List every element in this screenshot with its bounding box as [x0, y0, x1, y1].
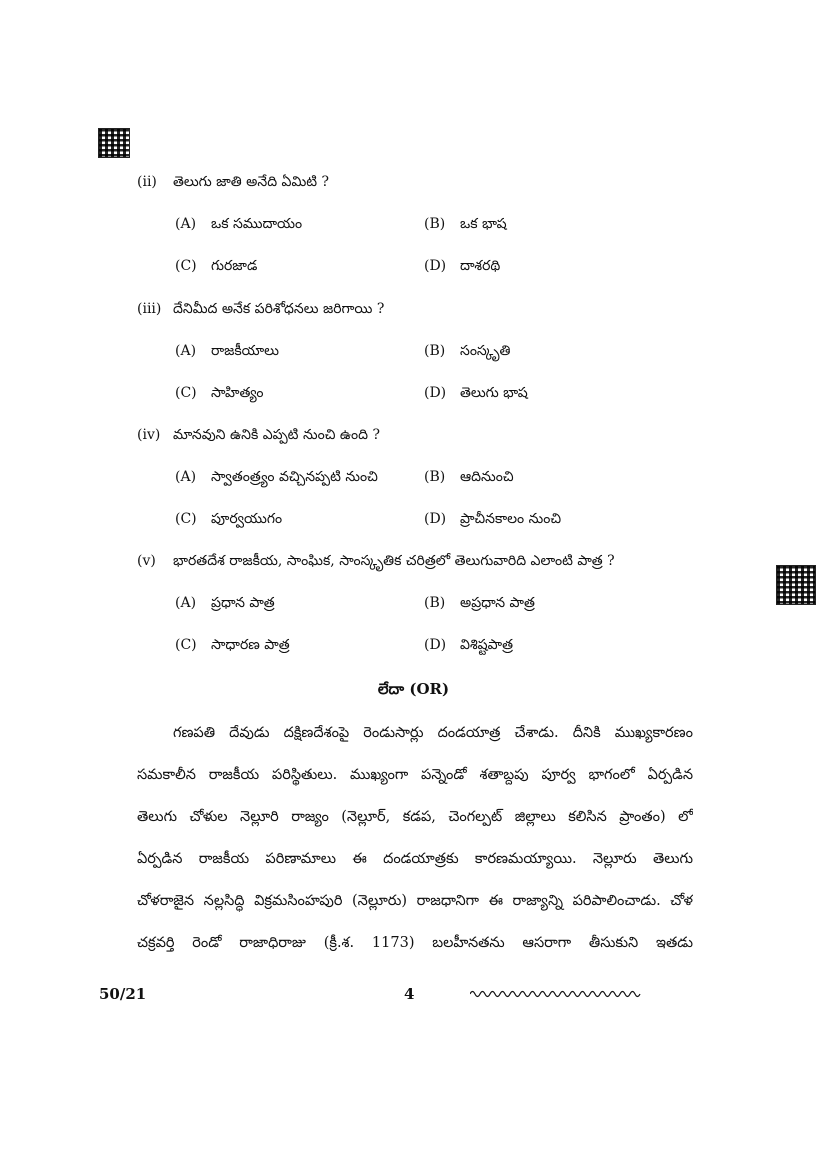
option-a — [175, 594, 275, 612]
option-letter: (C) — [175, 258, 197, 274]
question-v — [137, 552, 615, 570]
option-letter: (B) — [424, 595, 446, 611]
passage-line: తెలుగు చోళుల నెల్లూరి రాజ్యం (నెల్లూర్, కడప, చెంగల్పట్ జిల్లాలు కలిసిన ప్రాంతం) లో — [137, 809, 693, 825]
option-letter: (A) — [175, 216, 197, 232]
option-text: అప్రధాన పాత్ర — [460, 595, 535, 611]
option-letter: (D) — [424, 637, 447, 653]
option-c — [175, 384, 264, 402]
option-text: విశిష్టపాత్ర — [460, 637, 513, 653]
option-text: తెలుగు భాష — [460, 385, 528, 401]
option-a — [175, 215, 302, 233]
option-letter: (D) — [424, 511, 447, 527]
option-letter: (B) — [424, 343, 446, 359]
question-number: (v) — [137, 553, 156, 569]
option-text: ఒక భాష — [460, 216, 507, 232]
option-text: దాశరథి — [460, 258, 501, 274]
question-number: (ii) — [137, 174, 157, 190]
passage-line: చక్రవర్తి రెండో రాజాధిరాజు (క్రీ.శ. 1173) బలహీనతను ఆసరాగా తీసుకుని ఇతడు — [137, 935, 693, 951]
option-d — [424, 257, 500, 275]
qr-code — [99, 129, 129, 157]
passage-line: గణపతి దేవుడు దక్షిణదేశంపై రెండుసార్లు దండయాత్ర చేశాడు. దీనికి ముఖ్యకారణం — [173, 725, 693, 741]
question-text: తెలుగు జాతి అనేది ఏమిటి ? — [173, 174, 330, 190]
question-text: దేనిమీద అనేక పరిశోధనలు జరిగాయి ? — [173, 301, 385, 317]
question-iii — [137, 300, 384, 318]
option-b — [424, 215, 507, 233]
question-number: (iv) — [137, 427, 161, 443]
option-letter: (C) — [175, 637, 197, 653]
option-letter: (A) — [175, 595, 197, 611]
option-letter: (A) — [175, 343, 197, 359]
option-text: ప్రాచీనకాలం నుంచి — [460, 511, 562, 527]
passage-line: ఏర్పడిన రాజకీయ పరిణామాలు ఈ దండయాత్రకు కారణమయ్యాయి. నెల్లూరు తెలుగు — [137, 851, 693, 867]
option-text: సంస్కృతి — [460, 343, 511, 359]
passage-line: సమకాలీన రాజకీయ పరిస్థితులు. ముఖ్యంగా పన్నెండో శతాబ్దపు పూర్వ భాగంలో ఏర్పడిన — [137, 767, 693, 783]
question-text: మానవుని ఉనికి ఎప్పటి నుంచి ఉంది ? — [173, 427, 380, 443]
option-text: ఒక సముదాయం — [211, 216, 303, 232]
or-heading: లేదా (OR) — [377, 680, 450, 698]
option-c — [175, 257, 257, 275]
option-letter: (C) — [175, 385, 197, 401]
page-number: 4 — [404, 985, 415, 1003]
option-text: పూర్వయుగం — [211, 511, 283, 527]
question-text: భారతదేశ రాజకీయ, సాంఘిక, సాంస్కృతిక చరిత్రలో తెలుగువారిది ఎలాంటి పాత్ర ? — [173, 553, 615, 569]
option-d — [424, 510, 561, 528]
question-iv — [137, 426, 380, 444]
option-letter: (B) — [424, 469, 446, 485]
qr-code-side — [777, 566, 815, 604]
option-b — [424, 468, 514, 486]
option-d — [424, 636, 513, 654]
option-a — [175, 468, 378, 486]
passage — [137, 712, 693, 964]
option-text: ప్రధాన పాత్ర — [211, 595, 275, 611]
option-text: రాజకీయాలు — [211, 343, 279, 359]
option-letter: (A) — [175, 469, 197, 485]
option-c — [175, 636, 290, 654]
option-text: సాధారణ పాత్ర — [211, 637, 290, 653]
option-text: స్వాతంత్ర్యం వచ్చినప్పటి నుంచి — [211, 469, 378, 485]
question-number: (iii) — [137, 301, 162, 317]
option-c — [175, 510, 282, 528]
option-letter: (C) — [175, 511, 197, 527]
paper-code: 50/21 — [99, 985, 147, 1003]
option-b — [424, 342, 510, 360]
option-a — [175, 342, 279, 360]
passage-line: చోళరాజైన నల్లసిద్ధి విక్రమసింహపురి (నెల్లూరు) రాజధానిగా ఈ రాజ్యాన్ని పరిపాలించాడు. చోళ — [137, 893, 693, 909]
option-d — [424, 384, 528, 402]
option-letter: (B) — [424, 216, 446, 232]
option-text: సాహిత్యం — [211, 385, 264, 401]
option-letter: (D) — [424, 258, 447, 274]
option-b — [424, 594, 535, 612]
wavy-line-decoration — [470, 988, 642, 1000]
question-ii — [137, 173, 329, 191]
option-text: ఆదినుంచి — [460, 469, 514, 485]
option-text: గురజాడ — [211, 258, 258, 274]
option-letter: (D) — [424, 385, 447, 401]
